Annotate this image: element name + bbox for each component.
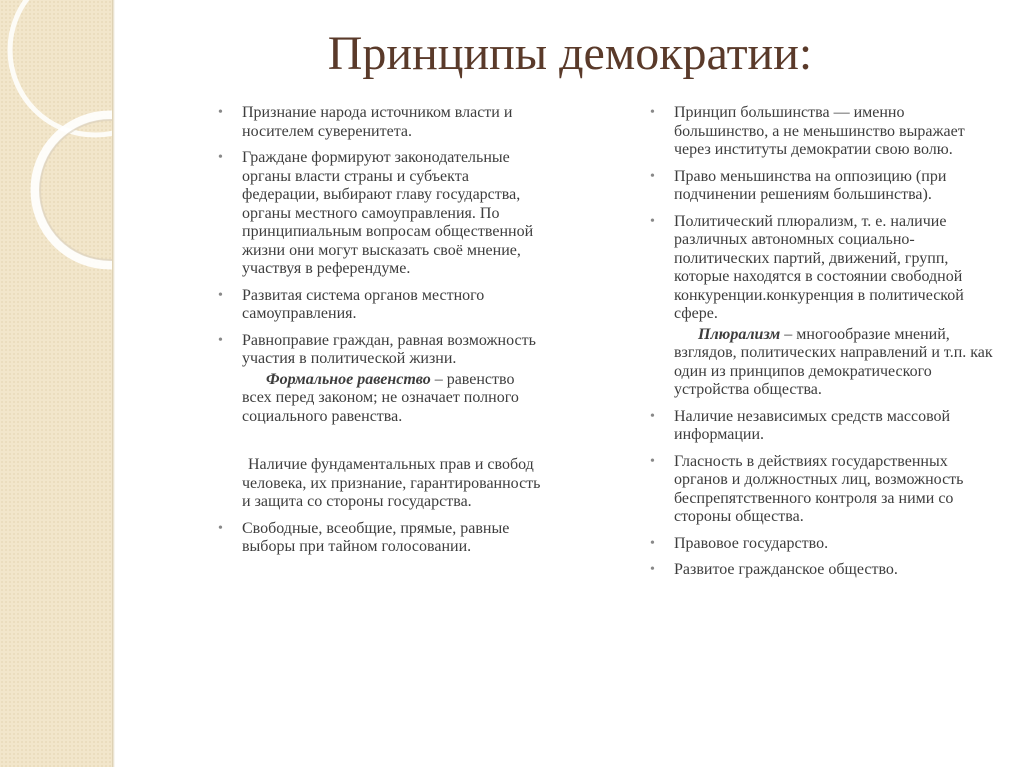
pluralism-text: – многообразие мнений, взглядов, политических направлений и т.п. как один из принципов демократического устройства общества. — [674, 325, 993, 398]
rights-text: Наличие фундаментальных прав и свобод человека, их признание, гарантированность и защита со стороны государства. — [242, 456, 541, 510]
item-text: Правовое государство. — [674, 534, 829, 552]
bullet-icon: • — [650, 168, 655, 184]
bullet-icon: • — [650, 453, 655, 469]
slide-title: Принципы демократии: — [327, 27, 813, 80]
item-text: Равноправие граждан, равная возможность участия в политической жизни. — [242, 331, 536, 367]
bullet-icon: • — [218, 150, 223, 165]
bullet-icon: • — [218, 520, 223, 536]
item-text: Наличие независимых средств массовой информации. — [674, 407, 951, 443]
list-item — [218, 149, 548, 279]
pluralism-term: Плюрализм — [698, 325, 781, 343]
bullet-icon: • — [650, 105, 655, 120]
item-text: Развитое гражданское общество. — [674, 561, 898, 578]
pluralism-definition — [650, 326, 995, 400]
bullet-icon: • — [650, 213, 655, 229]
list-item — [218, 104, 548, 141]
left-column — [218, 104, 548, 565]
decorative-circles — [0, 0, 112, 767]
list-item — [650, 408, 995, 445]
item-text: Развитая система органов местного самоуправления. — [242, 286, 485, 322]
list-item — [650, 168, 995, 205]
formal-equality-definition — [218, 371, 548, 427]
list-item — [650, 104, 995, 160]
bullet-icon: • — [650, 535, 655, 551]
decorative-sidebar — [0, 0, 112, 767]
bullet-icon: • — [218, 105, 223, 120]
item-text: Принцип большинства — именно большинство, а не меньшинство выражает через институты демократии свою волю. — [674, 104, 965, 158]
sidebar-edge — [112, 0, 115, 767]
item-text: Граждане формируют законодательные органы власти страны и субъекта федерации, выбирают главу государства, органы местного самоуправления. По принципиальным вопросам общественной жизни они могут высказать своё мнение, участвуя в референдуме. — [242, 149, 534, 277]
bullet-icon: • — [650, 408, 655, 424]
list-item — [650, 213, 995, 324]
list-item — [650, 535, 995, 554]
list-item — [650, 453, 995, 527]
list-item — [218, 332, 548, 369]
bullet-icon: • — [218, 332, 223, 348]
list-item — [218, 520, 548, 557]
bullet-icon: • — [218, 287, 223, 303]
item-text: Гласность в действиях государственных органов и должностных лиц, возможность беспрепятственного контроля за ними со стороны общества. — [674, 452, 964, 525]
item-text: Политический плюрализм, т. е. наличие различных автономных социально-политических партий, движений, групп, которые находятся в состоянии свободной конкуренции.конкуренция в политической сфере. — [674, 212, 964, 322]
bullet-icon: • — [650, 562, 655, 577]
list-item — [218, 287, 548, 324]
right-column — [650, 104, 995, 588]
item-text: Свободные, всеобщие, прямые, равные выборы при тайном голосовании. — [242, 519, 510, 555]
item-text: Право меньшинства на оппозицию (при подчинении решениям большинства). — [674, 167, 947, 203]
formal-equality-text: – равенство всех перед законом; не означает полного социального равенства. — [242, 370, 519, 425]
rights-paragraph — [218, 456, 548, 512]
formal-equality-term: Формальное равенство — [266, 370, 431, 388]
item-text: Признание народа источником власти и носителем суверенитета. — [242, 104, 513, 140]
list-item — [650, 561, 995, 580]
